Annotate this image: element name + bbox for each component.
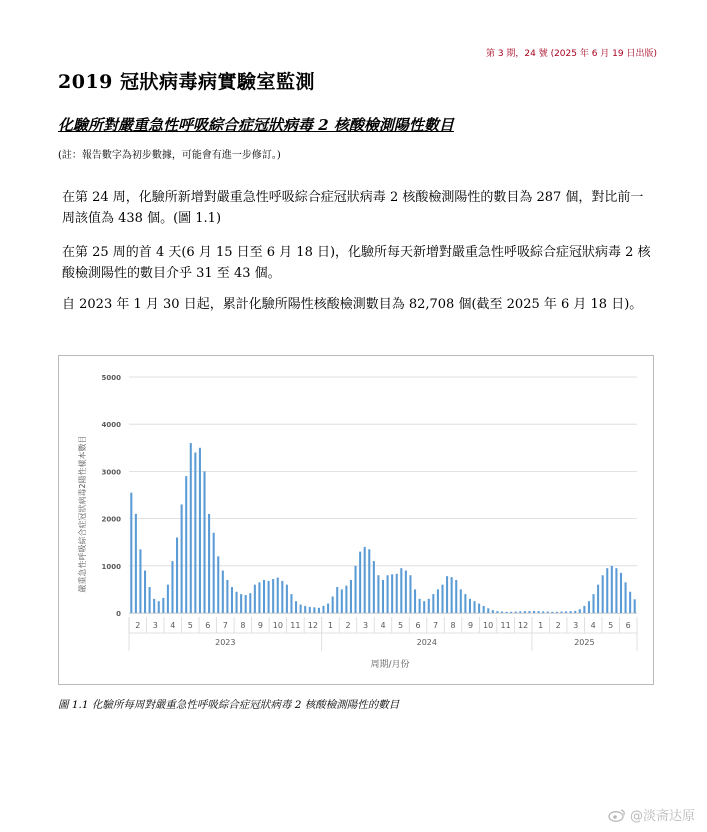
bar [139,549,141,613]
chart-bars [130,443,635,613]
bar [387,575,389,613]
bar [615,568,617,613]
bar [620,573,622,613]
x-year-label: 2024 [416,638,437,647]
bar [409,575,411,613]
bar [538,611,540,613]
bar [524,611,526,613]
bar [428,599,430,613]
bar [405,571,407,613]
bar [364,547,366,613]
bar [144,571,146,613]
x-month-label: 3 [152,621,158,630]
bar [304,606,306,613]
bar [194,453,196,613]
bar [258,582,260,613]
x-month-label: 5 [397,621,404,630]
section-subtitle: 化驗所對嚴重急性呼吸綜合症冠狀病毒 2 核酸檢測陽性數目 [58,116,454,134]
paragraph-daily-range: 在第 25 周的首 4 天(6 月 15 日至 6 月 18 日)，化驗所每天新增對嚴重急性呼吸綜合症冠狀病毒 2 核酸檢測陽性的數目介乎 31 至 43 個。 [62,245,651,281]
bar [592,594,594,613]
x-month-label: 3 [362,621,369,630]
x-month-label: 2 [135,621,141,630]
issue-info: 第 3 期，24 號 (2025 年 6 月 19 日出版) [485,49,657,59]
bar [611,566,613,613]
bar [199,448,201,613]
x-month-label: 5 [187,621,193,630]
bar [373,561,375,613]
bar [281,581,283,613]
x-month-label: 8 [240,621,246,630]
x-month-label: 7 [433,621,439,630]
bar [300,605,302,614]
paragraph-cumulative: 自 2023 年 1 月 30 日起，累計化驗所陽性核酸檢測數目為 82,708 個(截至 2025 年 6 月 18 日)。 [62,297,643,312]
bar [213,533,215,613]
bar [533,611,535,613]
bar [588,601,590,613]
bar [309,607,311,613]
bar [130,493,132,613]
x-year-label: 2023 [215,638,236,647]
x-axis-label: 周期/月份 [370,660,410,670]
bar [483,606,485,613]
x-month-label: 4 [170,621,176,630]
bar [149,587,151,613]
x-month-label: 9 [257,621,263,630]
bar [167,585,169,613]
y-tick-label: 2000 [101,515,121,524]
bar [245,595,247,613]
x-month-label: 8 [450,621,456,630]
bar [268,581,270,613]
bar [185,476,187,613]
bar [560,612,562,613]
bar [181,504,183,613]
bar [414,589,416,613]
x-month-label: 11 [290,621,301,630]
y-tick-label: 4000 [101,421,121,430]
y-tick-label: 1000 [101,562,121,571]
bar [222,571,224,613]
bar [464,594,466,613]
bar [332,596,334,613]
bar [236,592,238,613]
bar [162,598,164,613]
x-month-label: 9 [468,621,474,630]
bar [158,601,160,613]
bar [474,601,476,613]
bar [551,612,553,613]
x-month-label: 4 [590,621,596,630]
bar [419,599,421,613]
bar [510,612,512,613]
x-month-label: 2 [345,621,351,630]
x-month-label: 1 [538,621,544,630]
bar [171,561,173,613]
watermark [608,805,695,824]
bar [263,580,265,613]
x-month-label: 6 [205,621,211,630]
bar [254,585,256,613]
bar [153,599,155,613]
x-month-label: 2 [555,621,561,630]
bar [231,587,233,613]
bar [519,611,521,613]
y-tick-label: 5000 [101,374,121,382]
bar [203,471,205,613]
bar [396,574,398,613]
x-month-label: 6 [625,621,631,630]
bar [240,594,242,613]
bar [423,601,425,613]
bar [478,604,480,613]
bar [492,610,494,613]
x-month-label: 3 [573,621,579,630]
chart-container [58,355,654,685]
bar [382,580,384,613]
weekly-positive-bar-chart [59,356,653,684]
bar [506,612,508,613]
bar [359,552,361,613]
bar [579,609,581,613]
bar [176,537,178,613]
bar [290,594,292,613]
bar [556,612,558,613]
bar [377,575,379,613]
bar [345,586,347,613]
y-tick-label: 3000 [101,468,121,477]
bar [487,608,489,613]
y-axis-label: 嚴重急性呼吸綜合症冠狀病毒2陽性樣本數目 [78,435,87,593]
bar [629,592,631,613]
bar [341,589,343,613]
bar [565,611,567,613]
bar [634,599,636,613]
bar [542,611,544,613]
bar [583,606,585,613]
bar [226,580,228,613]
bar [249,593,251,613]
bar [602,575,604,613]
bar [208,514,210,613]
data-note: (註：報告數字為初步數據，可能會有進一步修訂。) [58,150,281,161]
bar [528,611,530,613]
bar [570,611,572,613]
bar [446,576,448,613]
bar [336,587,338,613]
bar [322,606,324,613]
figure-caption: 圖 1.1 化驗所每周對嚴重急性呼吸綜合症冠狀病毒 2 核酸檢測陽性的數目 [58,699,400,711]
bar [460,589,462,613]
bar [190,443,192,613]
bar [277,578,279,613]
x-month-label: 11 [500,621,511,630]
paragraph-weekly-count: 在第 24 周，化驗所新增對嚴重急性呼吸綜合症冠狀病毒 2 核酸檢測陽性的數目為 287 個，對比前一周該值為 438 個。(圖 1.1) [62,190,644,226]
bar [400,568,402,613]
x-axis [129,614,637,652]
bar [272,579,274,613]
bar [496,611,498,613]
x-month-label: 12 [307,621,318,630]
bar [455,580,457,613]
y-axis-ticks [102,374,122,618]
bar [313,607,315,613]
bar [135,514,137,613]
bar [368,549,370,613]
x-month-label: 10 [483,621,494,630]
x-month-label: 4 [380,621,386,630]
x-month-label: 6 [415,621,421,630]
bar [350,580,352,613]
bar [625,582,627,613]
bar [286,585,288,613]
x-month-label: 5 [608,621,614,630]
bar [574,611,576,613]
x-month-label: 10 [272,621,283,630]
x-month-label: 12 [518,621,529,630]
bar [391,574,393,613]
watermark-text: @淡斋达原 [629,809,695,824]
x-month-label: 1 [327,621,333,630]
bar [515,612,517,613]
bar [597,585,599,613]
x-month-label: 7 [222,621,228,630]
y-tick-label: 0 [116,610,121,618]
bar [469,599,471,613]
bar [355,566,357,613]
bar [451,577,453,613]
bar [217,556,219,613]
bar [318,608,320,613]
bar [501,612,503,613]
bar [437,589,439,613]
bar [327,604,329,613]
page-title: 2019 冠狀病毒病實驗室監測 [58,71,315,93]
bar [547,612,549,613]
bar [432,594,434,613]
bar [295,601,297,613]
weibo-icon [608,808,626,822]
x-year-label: 2025 [574,638,595,647]
bar [606,568,608,613]
bar [441,585,443,613]
